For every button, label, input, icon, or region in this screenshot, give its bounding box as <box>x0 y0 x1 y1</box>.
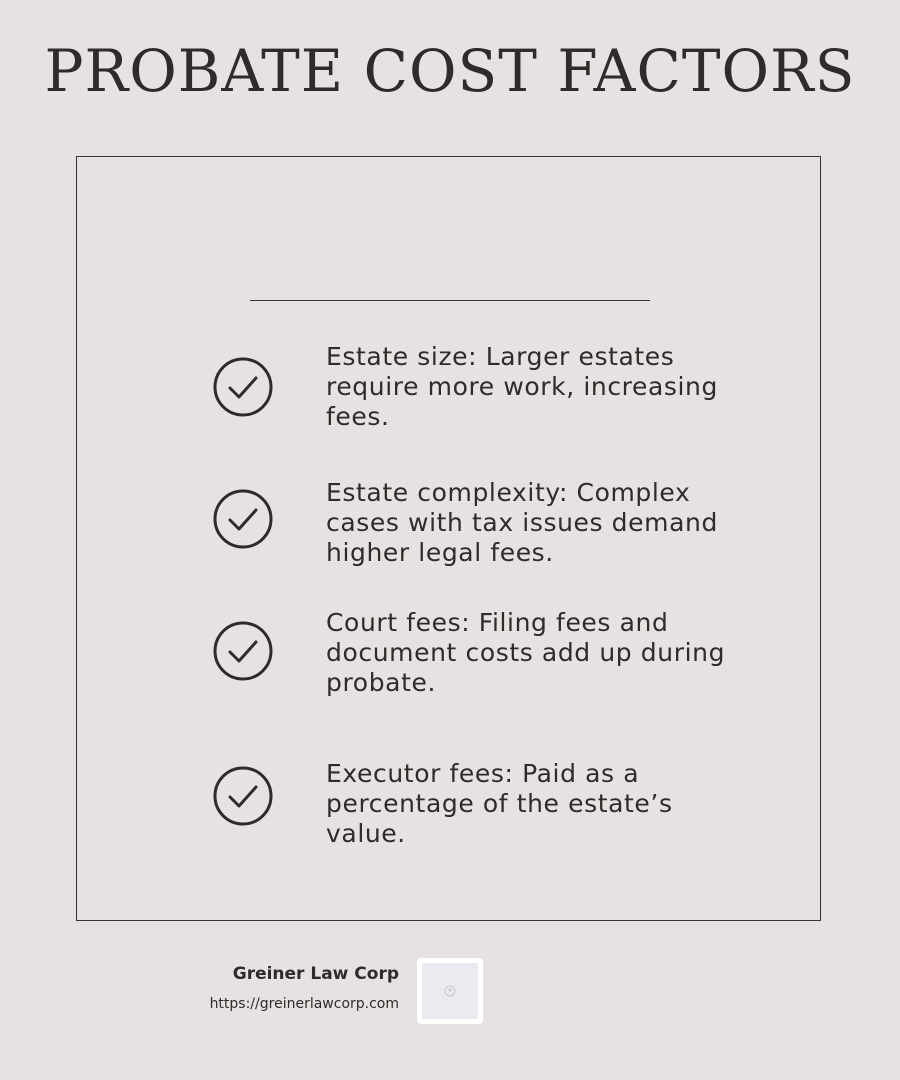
check-circle-icon <box>212 356 274 418</box>
list-item-text: Estate complexity: Complex cases with tax issues demand higher legal fees. <box>326 478 718 567</box>
check-circle-icon <box>212 765 274 827</box>
check-circle-icon <box>212 488 274 550</box>
company-logo-icon <box>422 963 478 1019</box>
page-title: PROBATE COST FACTORS <box>44 37 856 105</box>
company-url-link[interactable]: https://greinerlawcorp.com <box>209 996 399 1012</box>
list-item-text: Court fees: Filing fees and document costs add up during probate. <box>326 608 726 697</box>
check-circle-icon <box>212 620 274 682</box>
company-name: Greiner Law Corp <box>232 964 399 984</box>
list-item-text: Estate size: Larger estates require more work, increasing fees. <box>326 342 718 431</box>
divider <box>250 300 650 301</box>
list-item-text: Executor fees: Paid as a percentage of the estate’s value. <box>326 759 673 848</box>
company-logo[interactable] <box>417 958 483 1024</box>
